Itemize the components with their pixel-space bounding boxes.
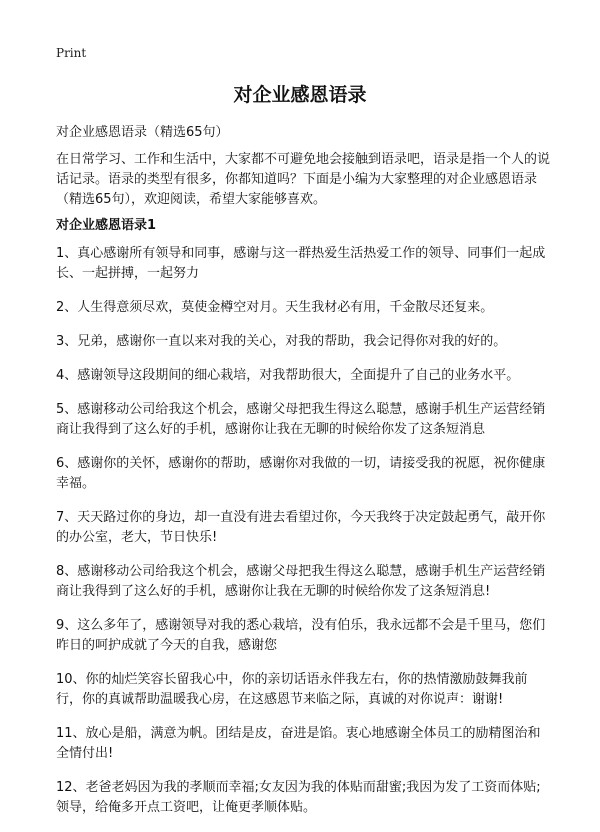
quote-item: 5、感谢移动公司给我这个机会，感谢父母把我生得这么聪慧，感谢手机生产运营经销商让我得到了这么好的手机，感谢你让我在无聊的时候给你发了这条短消息 [56, 402, 546, 437]
quote-item: 9、这么多年了，感谢领导对我的悉心栽培，没有伯乐，我永远都不会是千里马，您们昨日的呵护成就了今天的自我，感谢您 [56, 618, 546, 653]
quote-item: 4、感谢领导这段期间的细心栽培，对我帮助很大，全面提升了自己的业务水平。 [56, 368, 520, 383]
section-heading: 对企业感恩语录1 [56, 218, 157, 233]
intro-paragraph: 在日常学习、工作和生活中，大家都不可避免地会接触到语录吧，语录是指一个人的说话记录。语录的类型有很多，你都知道吗？下面是小编为大家整理的对企业感恩语录（精选65句），欢迎阅读，希望大家能够喜欢。 [56, 152, 551, 207]
print-link[interactable]: Print [56, 46, 87, 60]
quote-item: 6、感谢你的关怀，感谢你的帮助，感谢你对我做的一切，请接受我的祝愿，祝你健康幸福。 [56, 456, 546, 491]
page-title: 对企业感恩语录 [233, 84, 367, 106]
page-subtitle: 对企业感恩语录（精选65句） [56, 125, 229, 140]
quote-item: 2、人生得意须尽欢，莫使金樽空对月。天生我材必有用，千金散尽还复来。 [56, 300, 494, 315]
quote-item: 12、老爸老妈因为我的孝顺而幸福;女友因为我的体贴而甜蜜;我因为发了工资而体贴;领导，给俺多开点工资吧，让俺更孝顺体贴。 [56, 780, 541, 815]
quote-item: 8、感谢移动公司给我这个机会，感谢父母把我生得这么聪慧，感谢手机生产运营经销商让我得到了这么好的手机，感谢你让我在无聊的时候给你发了这条短消息! [56, 564, 546, 599]
quote-item: 10、你的灿烂笑容长留我心中，你的亲切话语永伴我左右，你的热情激励鼓舞我前行，你的真诚帮助温暖我心房，在这感恩节来临之际，真诚的对你说声：谢谢! [56, 672, 528, 707]
quote-item: 3、兄弟，感谢你一直以来对我的关心，对我的帮助，我会记得你对我的好的。 [56, 334, 507, 349]
quote-item: 11、放心是船，满意为帆。团结是皮，奋进是馅。衷心地感谢全体员工的励精图治和全情付出! [56, 726, 541, 761]
quote-item: 1、真心感谢所有领导和同事，感谢与这一群热爱生活热爱工作的领导、同事们一起成长、一起拼搏，一起努力 [56, 246, 546, 281]
quote-list [56, 244, 552, 832]
quote-item: 7、天天路过你的身边，却一直没有进去看望过你，今天我终于决定鼓起勇气，敲开你的办公室，老大，节日快乐! [56, 510, 546, 545]
